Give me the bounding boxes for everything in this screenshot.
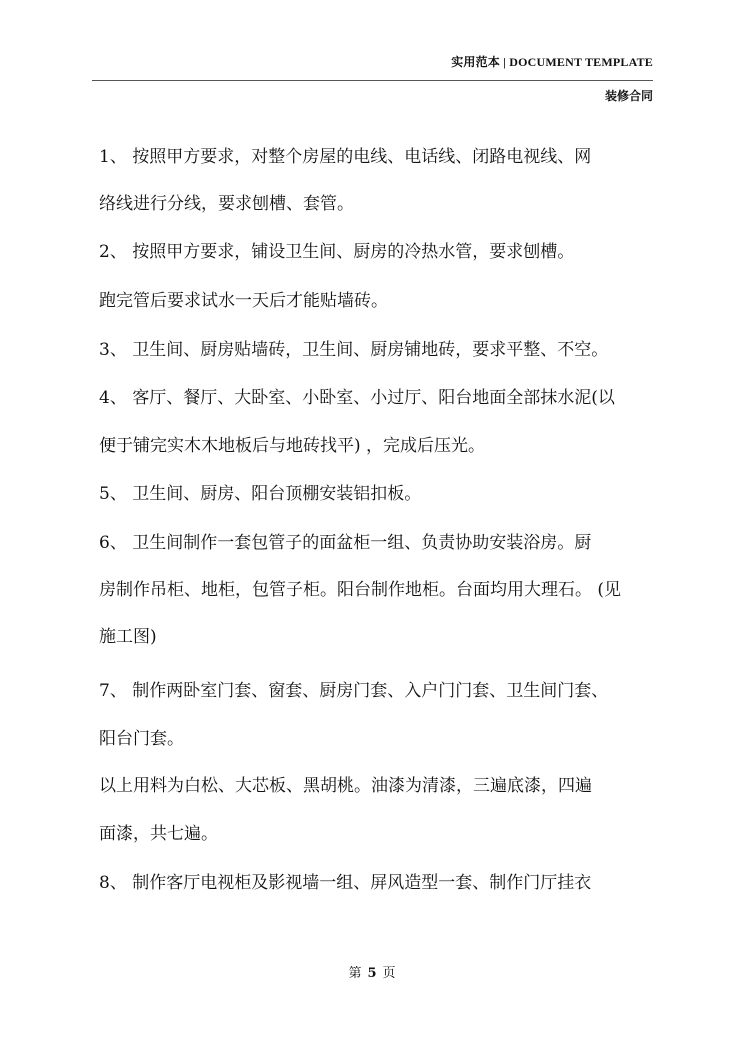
body-line: 以上用料为白松、大芯板、黑胡桃。油漆为清漆，三遍底漆，四遍 xyxy=(99,776,592,796)
header-title: 实用范本 | DOCUMENT TEMPLATE xyxy=(451,55,653,69)
header-divider xyxy=(92,80,653,81)
body-line: 8、 制作客厅电视柜及影视墙一组、屏风造型一套、制作门厅挂衣 xyxy=(99,873,592,893)
body-line: 跑完管后要求试水一天后才能贴墙砖。 xyxy=(99,291,388,311)
page-number: 5 xyxy=(367,966,377,981)
body-line: 1、 按照甲方要求，对整个房屋的电线、电话线、闭路电视线、网 xyxy=(99,147,592,167)
body-line: 4、 客厅、餐厅、大卧室、小卧室、小过厅、阳台地面全部抹水泥(以 xyxy=(99,388,615,408)
body-line: 房制作吊柜、地柜，包管子柜。阳台制作地柜。台面均用大理石。 (见 xyxy=(99,580,622,600)
page-number-suffix: 页 xyxy=(382,966,396,981)
body-line: 5、 卫生间、厨房、阳台顶棚安装铝扣板。 xyxy=(99,484,422,504)
page-number-prefix: 第 xyxy=(348,966,362,981)
body-line: 7、 制作两卧室门套、窗套、厨房门套、入户门门套、卫生间门套、 xyxy=(99,681,609,701)
body-line: 便于铺完实木木地板后与地砖找平) ，完成后压光。 xyxy=(99,436,486,456)
body-line: 络线进行分线，要求刨槽、套管。 xyxy=(99,194,354,214)
body-line: 阳台门套。 xyxy=(99,729,184,749)
page-footer xyxy=(0,962,744,981)
body-line: 施工图) xyxy=(99,627,157,647)
body-line: 面漆，共七遍。 xyxy=(99,824,218,844)
body-line: 6、 卫生间制作一套包管子的面盆柜一组、负责协助安装浴房。厨 xyxy=(99,533,592,553)
body-line: 3、 卫生间、厨房贴墙砖，卫生间、厨房铺地砖，要求平整、不空。 xyxy=(99,340,609,360)
body-line: 2、 按照甲方要求，铺设卫生间、厨房的冷热水管，要求刨槽。 xyxy=(99,242,575,262)
document-type-label: 装修合同 xyxy=(604,89,653,103)
